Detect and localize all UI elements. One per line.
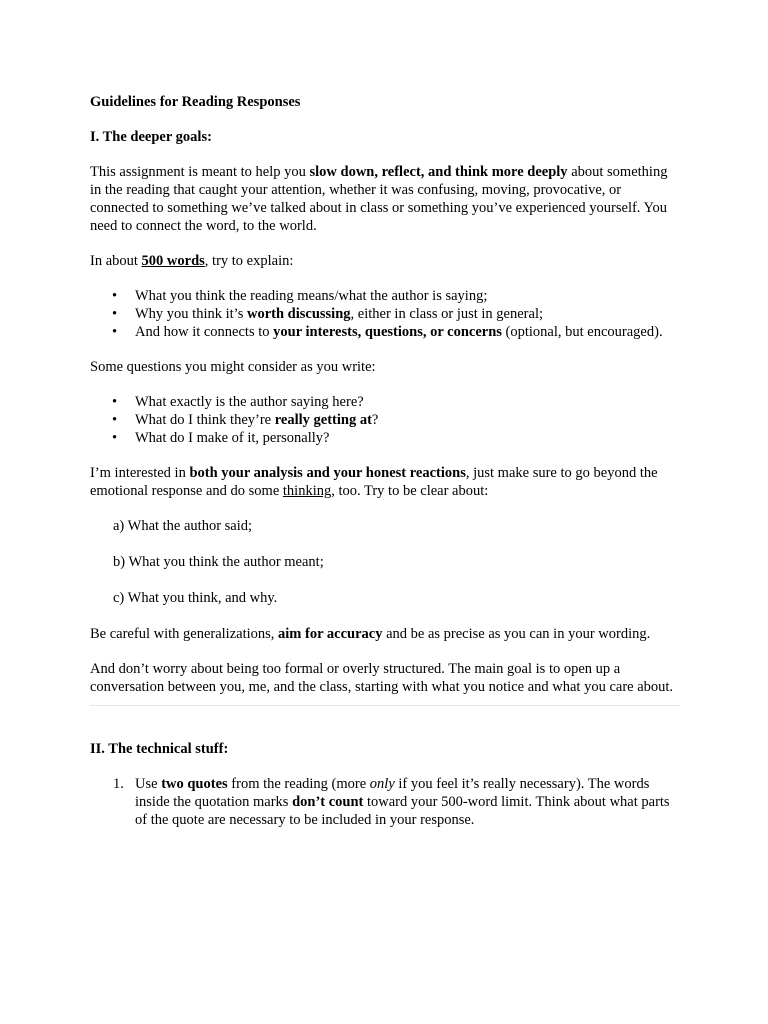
explain-list [90, 287, 680, 341]
questions-list [90, 393, 680, 447]
list-number: 1. [113, 776, 124, 792]
bullet-icon: • [112, 394, 118, 410]
bullet-icon: • [112, 288, 118, 304]
bullet-icon: • [112, 430, 118, 446]
careful-paragraph: Be careful with generalizations, aim for accuracy and be as precise as you can in your wording. [90, 626, 651, 642]
list-item: • What do I make of it, personally? [112, 430, 330, 446]
section-heading-technical: II. The technical stuff: [90, 741, 229, 757]
document-page [90, 93, 680, 829]
section-divider [90, 705, 680, 706]
list-item: 1. Use two quotes from the reading (more only if you feel it’s really necessary). The words inside the quotation marks don’t count toward your 500-word limit. Think about what parts of the quote are necessary to be included in your response. [113, 776, 670, 828]
document-title: Guidelines for Reading Responses [90, 94, 301, 110]
list-item: • What exactly is the author saying here? [112, 394, 364, 410]
bullet-icon: • [112, 324, 118, 340]
bullet-icon: • [112, 412, 118, 428]
closing-paragraph: And don’t worry about being too formal or overly structured. The main goal is to open up a conversation between you, me, and the class, starting with what you notice and what you care about. [90, 661, 674, 695]
bullet-icon: • [112, 306, 118, 322]
questions-intro: Some questions you might consider as you write: [90, 359, 376, 375]
list-item: • And how it connects to your interests, questions, or concerns (optional, but encouraged). [112, 324, 663, 340]
list-item: • What do I think they’re really getting at? [112, 412, 379, 428]
lettered-item-b: b) What you think the author meant; [113, 554, 324, 570]
intro-paragraph: This assignment is meant to help you slow down, reflect, and think more deeply about something in the reading that caught your attention, whether it was confusing, moving, provocative, or connected to something we’ve talked about in class or something you’ve experienced yourself. You need to connect the word, to the world. [90, 164, 668, 234]
section-heading-deeper-goals: I. The deeper goals: [90, 129, 212, 145]
list-item: • What you think the reading means/what the author is saying; [112, 288, 488, 304]
lettered-item-c: c) What you think, and why. [113, 590, 278, 606]
technical-list [90, 775, 680, 829]
interest-paragraph: I’m interested in both your analysis and your honest reactions, just make sure to go beyond the emotional response and do some thinking, too. Try to be clear about: [90, 465, 658, 499]
lettered-item-a: a) What the author said; [113, 518, 253, 534]
list-item: • Why you think it’s worth discussing, either in class or just in general; [112, 306, 544, 322]
word-count-paragraph: In about 500 words, try to explain: [90, 253, 294, 269]
